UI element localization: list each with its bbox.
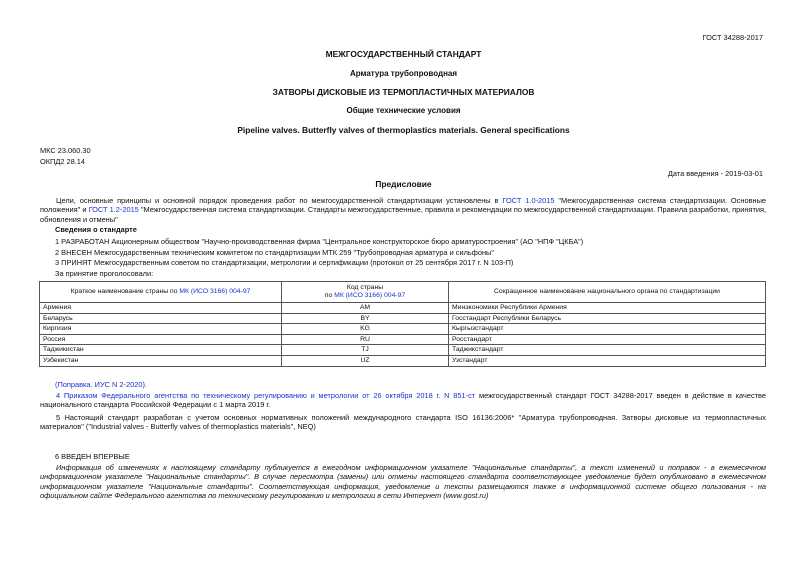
table-row (40, 324, 766, 335)
gost-1-2-link[interactable]: ГОСТ 1.2-2015 (88, 205, 139, 215)
order-link[interactable]: 4 Приказом Федерального агентства по техническому регулированию и метрологии от 26 октября 2018 г. N 851-ст (56, 391, 476, 400)
preface-paragraph (40, 196, 766, 224)
column-header-country (40, 282, 282, 303)
cell-body: Таджикстандарт (449, 345, 766, 356)
gost-1-0-link[interactable]: ГОСТ 1.0-2015 (502, 196, 555, 205)
order-paragraph (40, 391, 766, 410)
cell-country: Таджикистан (40, 345, 282, 356)
column-header-body: Сокращенное наименование национального органа по стандартизации (449, 282, 766, 303)
text-span: "Межгосударственная система стандартизации. Основные положения" и (40, 196, 766, 215)
text-span: по (324, 292, 335, 299)
document-title: ЗАТВОРЫ ДИСКОВЫЕ ИЗ ТЕРМОПЛАСТИЧНЫХ МАТЕРИАЛОВ (272, 87, 535, 97)
cell-body: Росстандарт (449, 334, 766, 345)
table-row (40, 313, 766, 324)
table-row (40, 355, 766, 366)
text-span: Цели, основные принципы и основной порядок проведения работ по межгосударственной стандартизации установлены в (56, 196, 503, 205)
voted-intro: За принятие проголосовали: (55, 269, 154, 278)
cell-body: Кыргызстандарт (449, 324, 766, 335)
preface-heading: Предисловие (375, 179, 432, 189)
effective-date: Дата введения - 2019-03-01 (667, 169, 763, 178)
table-row (40, 345, 766, 356)
table-row (40, 334, 766, 345)
introduced-by: 2 ВНЕСЕН Межгосударственным техническим комитетом по стандартизации МТК 259 "Трубопроводная арматура и сильфоны" (55, 248, 494, 257)
table-header-row (40, 282, 766, 303)
basis-paragraph: 5 Настоящий стандарт разработан с учетом основных нормативных положений международного стандарта ISO 16136:2006* "Арматура трубопроводная. Затворы дисковые из термопластичных материалов" ("Industrial valves - Butterfly valves of thermoplastics materials", NEQ) (40, 413, 766, 432)
okpd-code: ОКПД2 28.14 (40, 157, 86, 166)
cell-country: Армения (40, 303, 282, 314)
document-subtitle: Общие технические условия (346, 106, 461, 115)
text-span: Код страны (346, 284, 384, 292)
amendment-link[interactable]: (Поправка. ИУС N 2-2020). (55, 380, 147, 389)
category-heading: Арматура трубопроводная (349, 69, 458, 78)
english-title: Pipeline valves. Butterfly valves of thermoplastics materials. General specifications (237, 125, 570, 135)
cell-code: KG (282, 324, 449, 335)
cell-country: Россия (40, 334, 282, 345)
standard-type-heading: МЕЖГОСУДАРСТВЕННЫЙ СТАНДАРТ (325, 49, 482, 59)
column-header-code (282, 282, 449, 303)
mk-iso-link[interactable]: МК (ИСО 3166) 004-97 (334, 292, 406, 299)
developed-by: 1 РАЗРАБОТАН Акционерным обществом "Научно-производственная фирма "Центральное конструкторское бюро арматуростроения" (АО "НПФ "ЦКБА") (55, 237, 584, 246)
cell-body: Узстандарт (449, 355, 766, 366)
mk-iso-link[interactable]: МК (ИСО 3166) 004-97 (179, 288, 251, 296)
first-introduced: 6 ВВЕДЕН ВПЕРВЫЕ (55, 452, 130, 461)
table-row (40, 303, 766, 314)
cell-code: AM (282, 303, 449, 314)
cell-code: UZ (282, 355, 449, 366)
text-span: Краткое наименование страны по (70, 288, 180, 296)
changes-info-paragraph: Информация об изменениях к настоящему стандарту публикуется в ежегодном информационном указателе "Национальные стандарты", а текст изменений и поправок - в ежемесячном информационном указателе "Национальные стандарты". В случае пересмотра (замены) или отмены настоящего стандарта соответствующее уведомление будет опубликовано в ежемесячном информационном указателе "Национальные стандарты". Соответствующая информация, уведомление и тексты размещаются также в информационной системе общего пользования - на официальном сайте Федерального агентства по техническому регулированию и метрологии в сети Интернет (www.gost.ru) (40, 463, 766, 500)
cell-code: TJ (282, 345, 449, 356)
adopted-by: 3 ПРИНЯТ Межгосударственным советом по стандартизации, метрологии и сертификации (протокол от 25 сентября 2017 г. N 103-П) (55, 258, 514, 267)
cell-body: Минэкономики Республики Армения (449, 303, 766, 314)
mks-code: МКС 23.060.30 (40, 146, 91, 155)
standard-info-heading: Сведения о стандарте (55, 225, 137, 234)
text-span: межгосударственный стандарт ГОСТ 34288-2017 введен в действие в качестве национального стандарта Российской Федерации с 1 марта 2019 г. (40, 391, 767, 410)
voting-table (39, 281, 766, 367)
cell-code: RU (282, 334, 449, 345)
gost-code: ГОСТ 34288-2017 (702, 33, 763, 42)
cell-country: Беларусь (40, 313, 282, 324)
cell-body: Госстандарт Республики Беларусь (449, 313, 766, 324)
cell-code: BY (282, 313, 449, 324)
text-span: "Межгосударственная система стандартизации. Стандарты межгосударственные, правила и рекомендации по межгосударственной стандартизации. Правила разработки, принятия, обновления и отмены" (40, 205, 767, 224)
cell-country: Узбекистан (40, 355, 282, 366)
cell-country: Киргизия (40, 324, 282, 335)
